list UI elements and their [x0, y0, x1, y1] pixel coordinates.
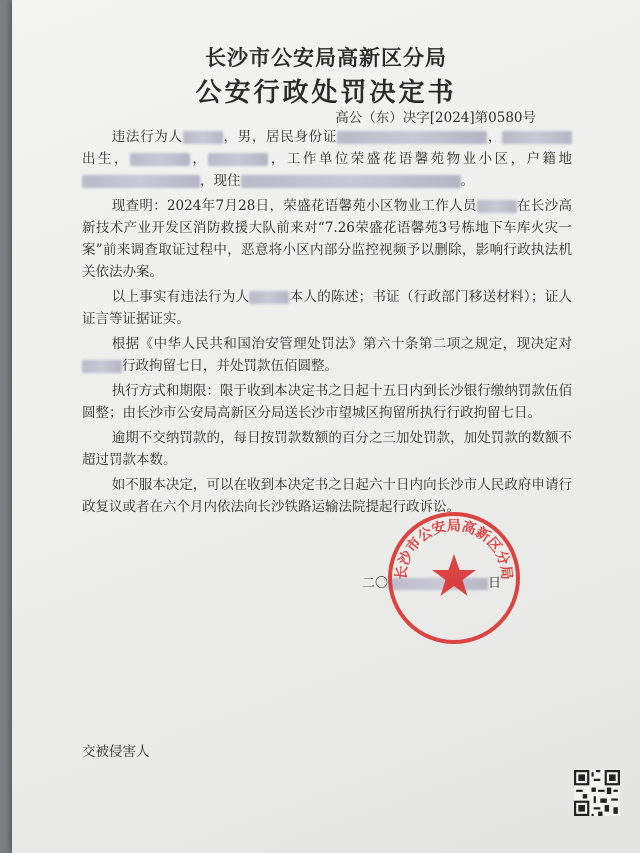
facts-paragraph: 现查明：2024年7月28日，荣盛花语馨苑小区物业工作人员 在长沙高新技术产业开发区消防救援大队前来对“7.26荣盛花语馨苑3号栋地下车库火灾一案”前来调查取证过程中，恶意将小区内部分监控视频予以删除，影响行政执法机关依法办案。 [82, 198, 573, 280]
redacted-education [208, 153, 268, 166]
document-page [12, 0, 640, 853]
issue-date: 二〇 日 [362, 576, 502, 591]
redacted-name [477, 200, 517, 213]
evidence-paragraph: 以上事实有违法行为人 本人的陈述；书证（行政部门移送材料）；证人证言等证据证实。 [82, 289, 573, 327]
document-number: 高公（东）决字[2024]第0580号 [335, 110, 536, 126]
offender-info-paragraph: 违法行为人 ，男，居民身份证 ，出生， ， ，工作单位荣盛花语馨苑物业小区，户籍地，现住 。 [82, 129, 573, 189]
qr-code-icon [574, 770, 620, 816]
redacted-hukou [82, 175, 200, 188]
official-seal-icon [384, 508, 524, 648]
redacted-id-number [337, 131, 487, 144]
late-payment-paragraph: 逾期不交纳罚款的，每日按罚款数额的百分之三加处罚款，加处罚款的数额不超过罚款本数。 [82, 430, 572, 468]
decision-paragraph: 根据《中华人民共和国治安管理处罚法》第六十条第二项之规定，现决定对行政拘留七日，并处罚款伍佰圆整。 [82, 333, 572, 377]
seal-text: 长沙市公安局高新区分局 [393, 518, 515, 581]
execution-paragraph: 执行方式和期限：限于收到本决定书之日起十五日内到长沙银行缴纳罚款伍佰圆整；由长沙市公安局高新区分局送长沙市望城区拘留所执行行政拘留七日。 [82, 383, 572, 421]
redacted-name [249, 291, 289, 304]
agency-name: 长沙市公安局高新区分局 [205, 46, 447, 70]
redacted-address [241, 175, 461, 188]
redacted-birthdate [502, 131, 572, 144]
appeal-paragraph: 如不服本决定，可以在收到本决定书之日起六十日内向长沙市人民政府申请行政复议或者在六个月内依法向长沙铁路运输法院提起行政诉讼。 [82, 477, 572, 515]
redacted-ethnicity [130, 153, 190, 166]
redacted-name [82, 360, 122, 373]
document-title: 公安行政处罚决定书 [195, 78, 457, 108]
delivery-note: 交被侵害人 [82, 744, 150, 760]
redacted-name [183, 131, 223, 144]
document-body [82, 126, 572, 521]
